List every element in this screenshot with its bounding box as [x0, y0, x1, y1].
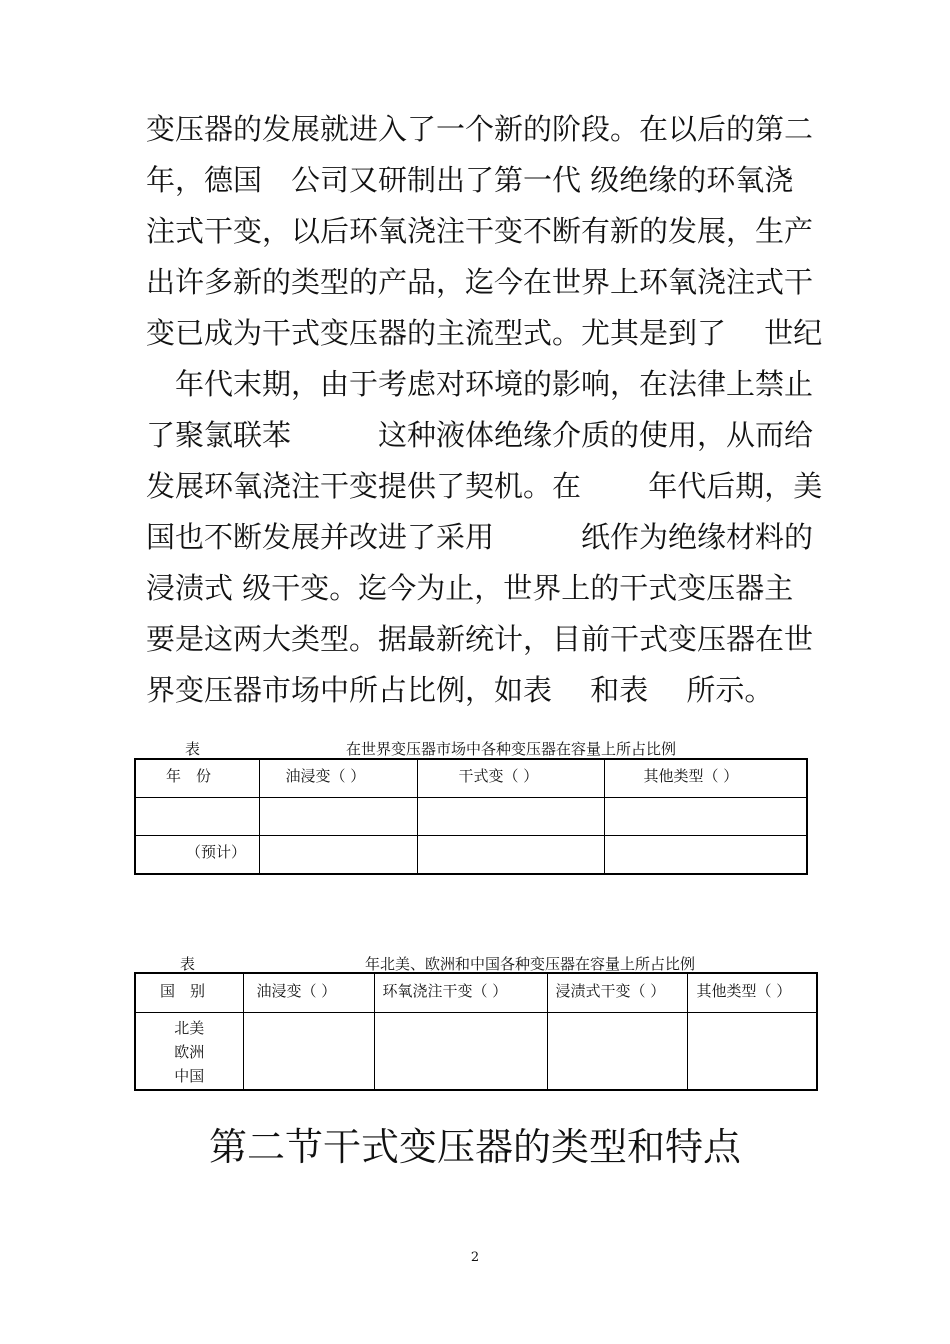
- regional-share-table: [134, 972, 818, 1091]
- header-cell: 其他类型（ ）: [604, 759, 807, 798]
- table-row: [135, 836, 807, 875]
- body-paragraph: [146, 104, 823, 716]
- table2-title: 年北美、欧洲和中国各种变压器在容量上所占比例: [365, 955, 696, 973]
- paragraph-line: 出许多新的类型的产品，迄今在世界上环氧浇注式干: [146, 265, 814, 299]
- paragraph-line: 界变压器市场中所占比例，如表 和表 所示。: [146, 673, 774, 707]
- paragraph-line: 年，德国 公司又研制出了第一代 级绝缘的环氧浇: [146, 163, 794, 197]
- header-cell: 浸渍式干变（ ）: [547, 973, 687, 1013]
- table1-title: 在世界变压器市场中各种变压器在容量上所占比例: [346, 740, 677, 758]
- header-cell: 国 别: [135, 973, 243, 1013]
- table-cell: [259, 798, 417, 836]
- paragraph-line: 发展环氧浇注干变提供了契机。在 年代后期，美: [146, 469, 823, 503]
- country-name: 中国: [174, 1067, 205, 1085]
- header-cell: 干式变（ ）: [417, 759, 604, 798]
- paragraph-line: 国也不断发展并改进了采用 纸作为绝缘材料的: [146, 520, 814, 554]
- table-cell: [243, 1013, 374, 1091]
- header-cell: 环氧浇注干变（ ）: [374, 973, 547, 1013]
- header-cell: 油浸变（ ）: [259, 759, 417, 798]
- paragraph-line: 浸渍式 级干变。迄今为止，世界上的干式变压器主: [146, 571, 794, 605]
- table-cell: [604, 836, 807, 875]
- paragraph-line: 了聚氯联苯 这种液体绝缘介质的使用，从而给: [146, 418, 814, 452]
- table-cell: [687, 1013, 817, 1091]
- section-title: 第二节干式变压器的类型和特点: [208, 1125, 741, 1169]
- table1-label: 表: [185, 740, 201, 758]
- country-name: 欧洲: [174, 1043, 205, 1061]
- header-cell: 年 份: [135, 759, 259, 798]
- table-cell: [374, 1013, 547, 1091]
- table2-label: 表: [180, 955, 196, 973]
- table-cell: [547, 1013, 687, 1091]
- country-name: 北美: [174, 1019, 205, 1037]
- market-share-table: [134, 758, 808, 875]
- paragraph-line: 注式干变，以后环氧浇注干变不断有新的发展，生产: [146, 214, 814, 248]
- header-cell: 其他类型（ ）: [687, 973, 817, 1013]
- paragraph-line: 要是这两大类型。据最新统计，目前干式变压器在世: [146, 622, 814, 656]
- table-row: [135, 798, 807, 836]
- paragraph-line: 年代末期，由于考虑对环境的影响，在法律上禁止: [146, 367, 814, 401]
- table-cell: [259, 836, 417, 875]
- table-header-row: [135, 973, 817, 1013]
- page-number: 2: [470, 1250, 480, 1265]
- table-cell: [417, 836, 604, 875]
- paragraph-line: 变已成为干式变压器的主流型式。尤其是到了 世纪: [146, 316, 823, 350]
- country-cell: [135, 1013, 243, 1091]
- table-header-row: [135, 759, 807, 798]
- table-cell: [135, 798, 259, 836]
- table-cell: （预计）: [135, 836, 259, 875]
- header-cell: 油浸变（ ）: [243, 973, 374, 1013]
- table-cell: [604, 798, 807, 836]
- table-cell: [417, 798, 604, 836]
- paragraph-line: 变压器的发展就进入了一个新的阶段。在以后的第二: [146, 112, 814, 146]
- table-row: [135, 1013, 817, 1091]
